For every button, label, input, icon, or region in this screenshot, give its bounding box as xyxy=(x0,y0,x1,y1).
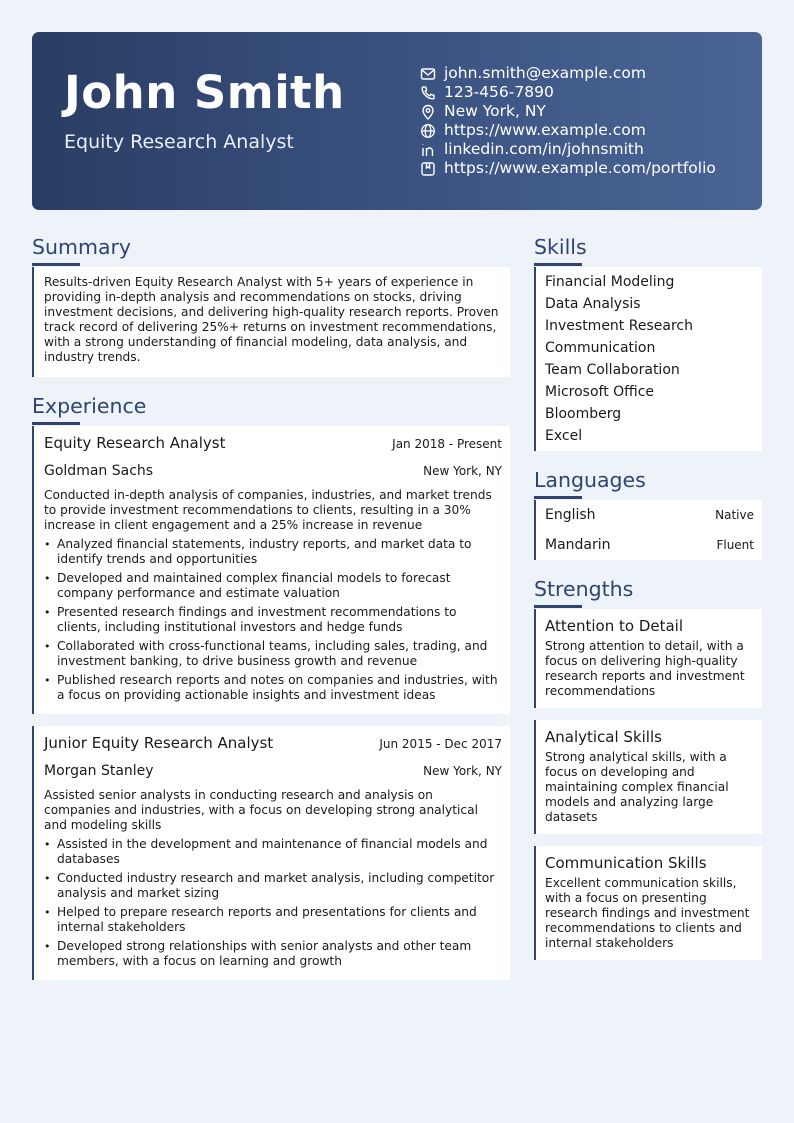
skill-item: Microsoft Office xyxy=(545,384,655,400)
globe-icon xyxy=(420,123,436,139)
experience-bullet: • Conducted industry research and market analysis, including competitor analysis and market sizing xyxy=(44,871,502,901)
strengths-heading: Strengths xyxy=(534,577,634,601)
language-level: Fluent xyxy=(716,538,754,552)
linkedin-icon xyxy=(420,142,436,158)
experience-dates: Jun 2015 - Dec 2017 xyxy=(379,737,502,751)
languages-heading: Languages xyxy=(534,468,646,492)
strength-card xyxy=(534,609,762,708)
strength-description: Strong analytical skills, with a focus on developing and maintaining complex financial models and analyzing large datasets xyxy=(545,750,729,824)
experience-description: Conducted in-depth analysis of companies, industries, and market trends to provide investment recommendations to clients, resulting in a 30% increase in client engagement and a 25% increase in revenue xyxy=(44,488,492,532)
strength-card xyxy=(534,720,762,834)
contact-phone-text: 123-456-7890 xyxy=(444,83,554,101)
strength-description: Strong attention to detail, with a focus on delivering high-quality research reports and investment recommendations xyxy=(545,639,745,698)
strength-title: Analytical Skills xyxy=(545,728,662,746)
summary-heading: Summary xyxy=(32,235,132,259)
summary-card xyxy=(32,267,510,377)
contact-location xyxy=(420,102,716,121)
contact-portfolio[interactable] xyxy=(420,159,716,178)
experience-bullet: • Analyzed financial statements, industry reports, and market data to identify trends and opportunities xyxy=(44,537,502,567)
strength-title: Communication Skills xyxy=(545,854,707,872)
skill-item: Data Analysis xyxy=(545,296,641,312)
experience-description: Assisted senior analysts in conducting research and analysis on companies and industries, with a focus on developing strong analytical and modeling skills xyxy=(44,788,478,832)
skills-card xyxy=(534,267,762,451)
experience-company: Goldman Sachs xyxy=(44,463,154,479)
location-pin-icon xyxy=(420,104,436,120)
mail-icon xyxy=(420,66,436,82)
experience-role: Junior Equity Research Analyst xyxy=(44,734,274,752)
experience-bullet: • Developed strong relationships with senior analysts and other team members, with a focus on learning and growth xyxy=(44,939,502,969)
summary-text: Results-driven Equity Research Analyst with 5+ years of experience in providing in-depth analysis and recommendations on stocks, driving investment decisions, and delivering high-quality research reports. Proven track record of delivering 25%+ returns on investment recommendations, with a strong understanding of financial modeling, data analysis, and industry trends. xyxy=(44,275,499,364)
experience-bullet-list xyxy=(44,537,502,703)
job-title: Equity Research Analyst xyxy=(64,131,294,153)
experience-dates: Jan 2018 - Present xyxy=(392,437,502,451)
language-name: English xyxy=(545,507,596,523)
experience-location: New York, NY xyxy=(423,764,502,778)
language-item xyxy=(534,500,762,530)
language-level: Native xyxy=(715,508,754,522)
phone-icon xyxy=(420,85,436,101)
contact-email[interactable] xyxy=(420,64,716,83)
contact-list xyxy=(420,64,716,178)
contact-linkedin[interactable] xyxy=(420,140,716,159)
experience-bullet: • Collaborated with cross-functional teams, including sales, trading, and investment banking, to drive business growth and revenue xyxy=(44,639,502,669)
skill-item: Bloomberg xyxy=(545,406,622,422)
resume-header xyxy=(32,32,762,210)
strength-card xyxy=(534,846,762,960)
experience-bullet: • Helped to prepare research reports and presentations for clients and internal stakeholders xyxy=(44,905,502,935)
contact-website[interactable] xyxy=(420,121,716,140)
skill-item: Excel xyxy=(545,428,583,444)
experience-bullet: • Presented research findings and investment recommendations to clients, including institutional investors and hedge funds xyxy=(44,605,502,635)
experience-company: Morgan Stanley xyxy=(44,763,154,779)
strength-title: Attention to Detail xyxy=(545,617,684,635)
experience-bullet: • Developed and maintained complex financial models to forecast company performance and estimate valuation xyxy=(44,571,502,601)
portfolio-icon xyxy=(420,161,436,177)
experience-heading: Experience xyxy=(32,394,147,418)
skill-item: Communication xyxy=(545,340,656,356)
candidate-name: John Smith xyxy=(64,66,345,119)
language-name: Mandarin xyxy=(545,537,611,553)
experience-bullet: • Published research reports and notes on companies and industries, with a focus on providing actionable insights and investment ideas xyxy=(44,673,502,703)
strength-description: Excellent communication skills, with a focus on presenting research findings and investment recommendations to clients and internal stakeholders xyxy=(545,876,750,950)
contact-location-text: New York, NY xyxy=(444,102,546,120)
skill-item: Financial Modeling xyxy=(545,274,675,290)
contact-linkedin-text: linkedin.com/in/johnsmith xyxy=(444,140,644,158)
contact-email-text: john.smith@example.com xyxy=(444,64,646,82)
skill-item: Team Collaboration xyxy=(545,362,680,378)
contact-phone[interactable] xyxy=(420,83,716,102)
language-item xyxy=(534,530,762,560)
experience-entry xyxy=(32,726,510,980)
experience-bullet: • Assisted in the development and maintenance of financial models and databases xyxy=(44,837,502,867)
experience-bullet-list xyxy=(44,837,502,969)
experience-entry xyxy=(32,426,510,714)
experience-role: Equity Research Analyst xyxy=(44,434,226,452)
contact-website-text: https://www.example.com xyxy=(444,121,646,139)
skill-item: Investment Research xyxy=(545,318,693,334)
skills-heading: Skills xyxy=(534,235,587,259)
contact-portfolio-text: https://www.example.com/portfolio xyxy=(444,159,716,177)
experience-location: New York, NY xyxy=(423,464,502,478)
